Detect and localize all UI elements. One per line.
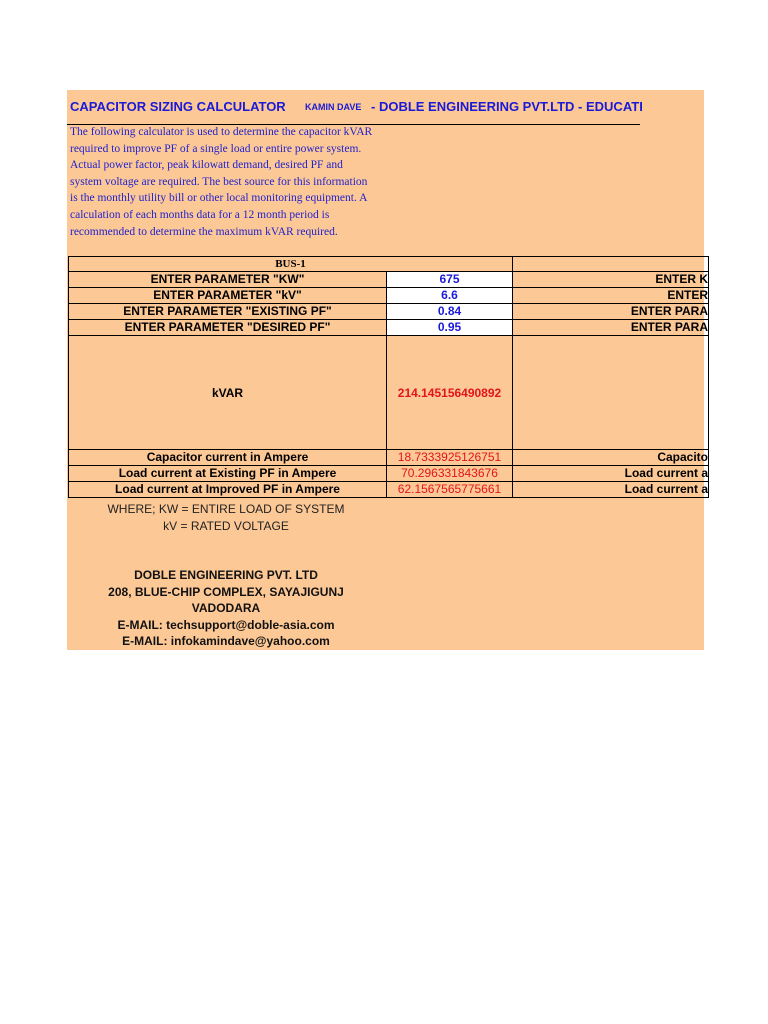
result-label-existing-load-current: Load current at Existing PF in Ampere	[69, 466, 387, 482]
description-line: recommended to determine the maximum kVAR required.	[70, 225, 338, 238]
contact-city: VADODARA	[191, 601, 261, 616]
input-row-existing-pf	[69, 304, 709, 320]
description-line: The following calculator is used to determine the capacitor kVAR	[70, 126, 373, 138]
description-line: required to improve PF of a single load or entire power system.	[70, 142, 362, 155]
description-line: system voltage are required. The best source for this information	[70, 175, 368, 188]
company-banner: - DOBLE ENGINEERING PVT.LTD - EDUCATI	[371, 99, 643, 114]
input-row-kw	[69, 272, 709, 288]
header-row	[67, 98, 643, 125]
bus-2-input-label-desired-pf: ENTER PARA	[513, 320, 709, 336]
result-row-capacitor-current	[69, 450, 709, 466]
result-row-improved-load-current	[69, 482, 709, 498]
contact-block	[67, 567, 385, 650]
description-line: calculation of each months data for a 12 month period is	[70, 208, 330, 221]
input-row-kv	[69, 288, 709, 304]
bus-2-input-label-kw: ENTER K	[513, 272, 709, 288]
input-value-kv[interactable]: 6.6	[387, 288, 513, 304]
input-value-desired-pf[interactable]: 0.95	[387, 320, 513, 336]
result-label-improved-load-current: Load current at Improved PF in Ampere	[69, 482, 387, 498]
input-label-desired-pf: ENTER PARAMETER "DESIRED PF"	[69, 320, 387, 336]
result-label-capacitor-current: Capacitor current in Ampere	[69, 450, 387, 466]
input-row-desired-pf	[69, 320, 709, 336]
description-text	[70, 124, 410, 240]
input-value-kw[interactable]: 675	[387, 272, 513, 288]
contact-company: DOBLE ENGINEERING PVT. LTD	[134, 568, 318, 582]
kvar-row	[69, 336, 709, 450]
calculator-table	[68, 256, 709, 498]
input-value-existing-pf[interactable]: 0.84	[387, 304, 513, 320]
bus-2-label	[513, 257, 709, 272]
result-value-capacitor-current: 18.7333925126751	[387, 450, 513, 466]
note-line: WHERE; KW = ENTIRE LOAD OF SYSTEM	[107, 502, 345, 516]
description-line: Actual power factor, peak kilowatt demand, desired PF and	[70, 159, 343, 172]
contact-address: 208, BLUE-CHIP COMPLEX, SAYAJIGUNJ	[108, 584, 344, 599]
note-line: kV = RATED VOLTAGE	[163, 518, 289, 533]
contact-email-support: E-MAIL: techsupport@doble-asia.com	[117, 617, 335, 632]
bus-1-label: BUS-1	[69, 257, 513, 272]
calculator-title: CAPACITOR SIZING CALCULATOR	[70, 99, 286, 114]
result-value-improved-load-current: 62.1567565775661	[387, 482, 513, 498]
bus-2-kvar-cell	[513, 336, 709, 450]
author-name: KAMIN DAVE	[305, 102, 362, 112]
bus-2-result-label-improved-load-current: Load current a	[513, 482, 709, 498]
contact-email-personal: E-MAIL: infokamindave@yahoo.com	[122, 634, 330, 649]
spreadsheet-area	[67, 90, 708, 650]
bus-2-result-label-capacitor-current: Capacito	[513, 450, 709, 466]
bus-2-input-label-existing-pf: ENTER PARA	[513, 304, 709, 320]
result-value-existing-load-current: 70.296331843676	[387, 466, 513, 482]
description-line: is the monthly utility bill or other local monitoring equipment. A	[70, 192, 368, 205]
sheet-viewport	[67, 90, 708, 650]
input-label-kw: ENTER PARAMETER "KW"	[69, 272, 387, 288]
notes-block	[67, 501, 385, 534]
result-row-existing-load-current	[69, 466, 709, 482]
bus-2-result-label-existing-load-current: Load current a	[513, 466, 709, 482]
kvar-value: 214.145156490892	[387, 336, 513, 450]
kvar-label: kVAR	[69, 336, 387, 450]
input-label-kv: ENTER PARAMETER "kV"	[69, 288, 387, 304]
bus-2-input-label-kv: ENTER	[513, 288, 709, 304]
input-label-existing-pf: ENTER PARAMETER "EXISTING PF"	[69, 304, 387, 320]
bus-header-row	[69, 257, 709, 272]
